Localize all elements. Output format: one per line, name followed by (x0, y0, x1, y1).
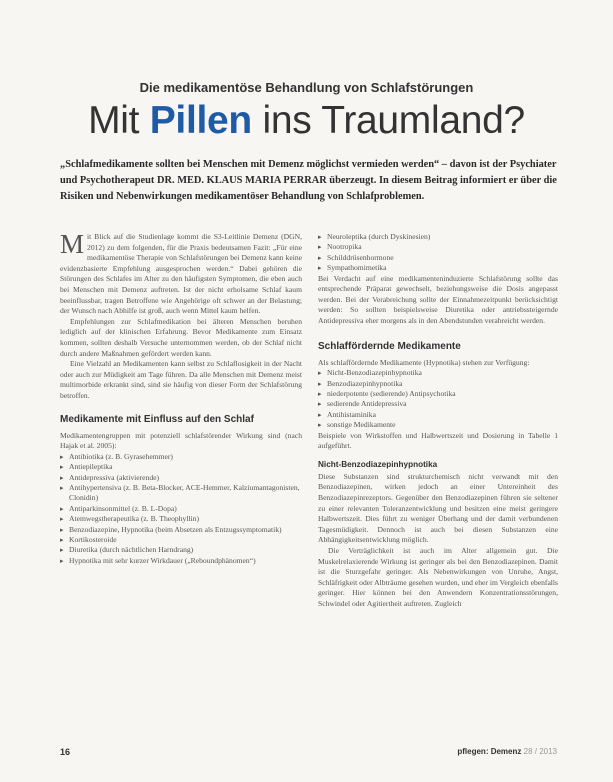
section-heading: Medikamente mit Einfluss auf den Schlaf (60, 413, 254, 425)
journal-issue: 28 / 2013 (523, 747, 557, 756)
section-heading: Schlaffördernde Medikamente (318, 340, 461, 352)
article-kicker: Die medikamentöse Behandlung von Schlafstörungen (139, 80, 474, 95)
list-item: ▸ Neuroleptika (durch Dyskinesien) (318, 232, 558, 242)
page-number: 16 (60, 747, 71, 757)
drop-cap: M (60, 229, 85, 259)
list-item: ▸ Nicht-Benzodiazepinhypnotika (318, 368, 558, 378)
list-item: ▸ Nootropika (318, 242, 558, 252)
bullet-list (318, 232, 558, 274)
title-part-2: ins Traumland? (251, 99, 525, 142)
subsection-heading: Nicht-Benzodiazepinhypnotika (318, 459, 438, 469)
list-item: ▸ Schilddrüsenhormone (318, 253, 558, 263)
paragraph-text: it Blick auf die Studienlage kommt die S3-Leitlinie Demenz (DGN, 2012) zu dem folgenden, für die Praxis bedeutsamen Fazit: „Für eine medikamentöse Therapie von Schlafstörungen bei Demenz kann keine evidenzbasierte Empfehlung ausgesprochen werden.“ Dabei gehören die Störungen des Schlafes im Alter zu den häufigsten Symptomen, die eben auch bei Menschen mit Demenz auftreten. Ist der nicht erholsame Schlaf kaum beeinflussbar, tragen Betroffene wie Angehörige oft schwer an der Belastung; der Wunsch nach Abhilfe ist groß, auch wenn Mittel kaum helfen. (60, 232, 302, 316)
bullet-list (60, 452, 302, 566)
list-item: ▸ Atemwegstherapeutika (z. B. Theophyllin) (60, 514, 302, 524)
bullet-list (318, 368, 558, 430)
left-column (60, 229, 302, 566)
body-paragraph: Die Verträglichkeit ist auch im Alter allgemein gut. Die Muskelrelaxierende Wirkung ist geringer als bei den Benzodiazepinen. Damit ist die Sturzgefahr geringer. Als Nebenwirkungen von Unruhe, Angst, Schläfrigkeit oder Albträume gesehen wurden, und eher im Vergleich ebenfalls geringer. Hier können bei den Anwendern Konzentrationsstörungen, Schwindel oder Agitiertheit auftreten. Zugleich (318, 545, 558, 608)
list-item: ▸ Antidepressiva (aktivierende) (60, 473, 302, 483)
list-item: ▸ Hypnotika mit sehr kurzer Wirkdauer („Reboundphänomen“) (60, 556, 302, 566)
body-paragraph: Als schlaffördernde Medikamente (Hypnotika) stehen zur Verfügung: (318, 357, 530, 367)
list-item: ▸ sonstige Medikamente (318, 420, 558, 430)
article-lead: „Schlafmedikamente sollten bei Menschen mit Demenz möglichst vermieden werden“ – davon ist der Psychiater und Psychotherapeut DR. MED. KLAUS MARIA PERRAR überzeugt. In diesem Beitrag informiert er über die Risiken und Nebenwirkungen medikamentöser Behandlung von Schlafproblemen. (60, 159, 557, 202)
list-item: ▸ Antibiotika (z. B. Gyrasehemmer) (60, 452, 302, 462)
list-item: ▸ Sympathomimetika (318, 263, 558, 273)
list-item: ▸ niederpotente (sedierende) Antipsychotika (318, 389, 558, 399)
article-title (0, 98, 613, 144)
list-item: ▸ Antihistaminika (318, 410, 558, 420)
journal-footer (457, 747, 557, 756)
journal-name: pflegen: Demenz (457, 747, 522, 756)
list-item: ▸ Diuretika (durch nächtlichen Harndrang) (60, 545, 302, 555)
body-paragraph: Bei Verdacht auf eine medikamenteninduzierte Schlafstörung sollte das entsprechende Präparat gewechselt, beziehungsweise die Dosis angepasst werden. Bei der Verabreichung sollte der Einnahmezeitpunkt berücksichtigt werden: So sollten beispielsweise Diuretika oder antriebssteigernde Antidepressiva eher morgens als in den Abendstunden verabreicht werden. (318, 273, 558, 325)
list-item: ▸ Benzodiazepinhypnotika (318, 379, 558, 389)
title-accent-word: Pillen (149, 99, 252, 142)
list-item: ▸ Kortikosteroide (60, 535, 302, 545)
body-paragraph: Empfehlungen zur Schlafmedikation bei älteren Menschen beruhen lediglich auf der klinischen Erfahrung. Bevor Medikamente zum Einsatz kommen, sollten deshalb Versuche unternommen werden, ob der Schlaf nicht durch andere Maßnahmen gefördert werden kann. (60, 316, 302, 358)
body-paragraph: Beispiele von Wirkstoffen und Halbwertszeit und Dosierung in Tabelle 1 aufgeführt. (318, 430, 558, 451)
list-item: ▸ Antihypertensiva (z. B. Beta-Blocker, ACE-Hemmer, Kalziumantagonisten, Clonidin) (60, 483, 302, 504)
list-item: ▸ Antiepileptika (60, 462, 302, 472)
list-item: ▸ Antiparkinsonmittel (z. B. L-Dopa) (60, 504, 302, 514)
right-column (318, 232, 558, 610)
body-paragraph (60, 229, 302, 317)
title-part-1: Mit (88, 99, 150, 142)
list-item: ▸ Benzodiazepine, Hypnotika (beim Absetzen als Entzugssymptomatik) (60, 525, 302, 535)
list-item: ▸ sedierende Antidepressiva (318, 399, 558, 409)
body-paragraph: Diese Substanzen sind strukturchemisch nicht verwandt mit den Benzodiazepinen, wirken jedoch an einer Untereinheit des Benzodiazepinrezeptors. Gegenüber den Benzodiazepinen führen sie seltener zu einer relevanten Toleranzentwicklung und besitzen eine meist geringere Halbwertszeit. Dies führt zu weniger Überhang und der damit verbundenen Tagesmüdigkeit. Dennoch ist auch bei diesen Substanzen eine Abhängigkeitsentwicklung möglich. (318, 471, 558, 545)
body-paragraph: Eine Vielzahl an Medikamenten kann selbst zu Schlaflosigkeit in der Nacht oder auch zur Müdigkeit am Tage führen. Da alle Menschen mit Demenz meist multimorbide erkrankt sind, sind sie häufig von dieser Form der Schlafstörung betroffen. (60, 359, 302, 400)
body-paragraph: Medikamentengruppen mit potenziell schlafstörender Wirkung sind (nach Hajak et al. 2005): (60, 430, 302, 451)
